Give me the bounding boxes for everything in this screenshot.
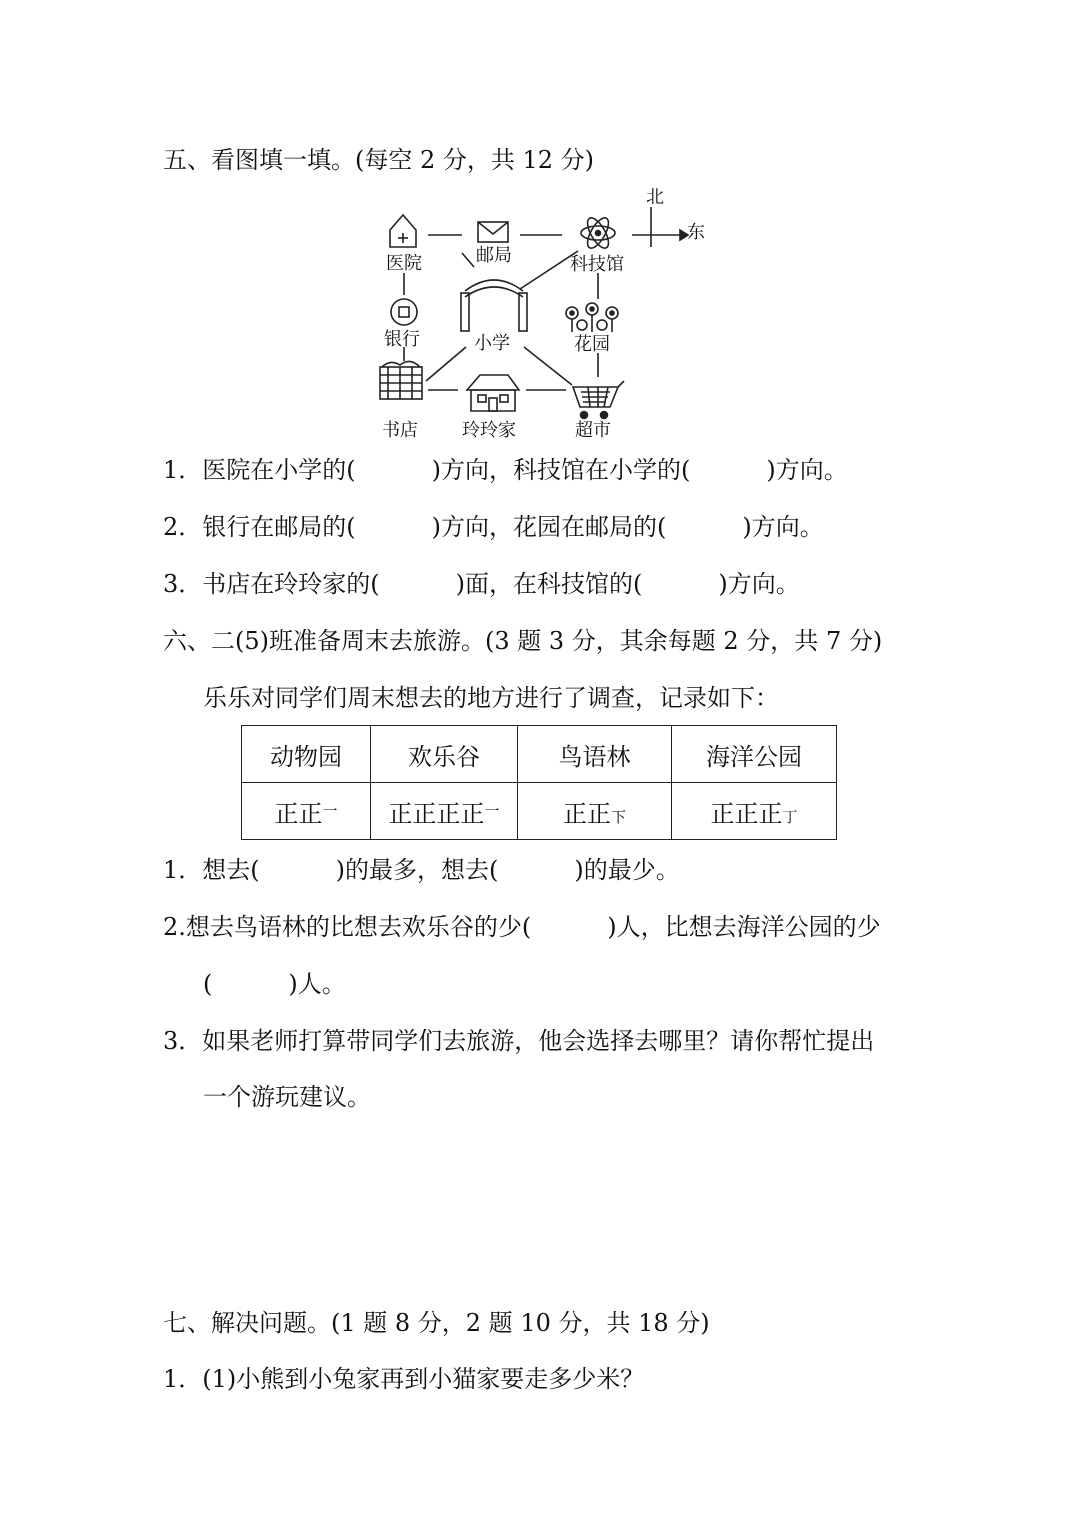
table-header-cell: 海洋公园 — [672, 726, 837, 783]
envelope-icon — [478, 222, 508, 242]
direction-map — [370, 185, 715, 445]
tally-marks: 正正正正 — [388, 799, 485, 828]
coin-icon — [391, 299, 417, 325]
flowers-icon — [566, 303, 618, 332]
question-text: )方向。 — [718, 570, 800, 598]
school-gate-icon — [461, 280, 527, 331]
question-text: 书店在玲玲家的( — [202, 570, 380, 598]
question-number: 2． — [163, 513, 203, 541]
atom-icon — [581, 215, 615, 251]
table-header-cell: 动物园 — [242, 726, 371, 783]
tally-partial: 下 — [610, 807, 626, 826]
s5-question-1 — [163, 455, 848, 485]
question-text: 银行在邮局的( — [202, 513, 356, 541]
path-school-bookstore — [426, 347, 466, 381]
s6-question-3-cont: 一个游玩建议。 — [203, 1083, 371, 1111]
tally-cell — [672, 783, 837, 840]
tally-cell — [242, 783, 371, 840]
tally-marks: 正正正 — [710, 799, 783, 828]
compass-east-label: 东 — [687, 222, 705, 243]
question-text: )人，比想去海洋公园的少 — [607, 913, 881, 941]
table-header-cell: 欢乐谷 — [371, 726, 518, 783]
s6-question-2-cont — [203, 969, 346, 999]
s6-question-2 — [163, 912, 881, 942]
s5-question-3 — [163, 569, 800, 599]
question-text: 如果老师打算带同学们去旅游，他会选择去哪里？请你帮忙提出 — [202, 1027, 875, 1055]
s7-question-1: 1．(1)小熊到小兔家再到小猫家要走多少米？ — [163, 1365, 645, 1393]
place-garden: 花园 — [574, 334, 610, 355]
question-text: 医院在小学的( — [202, 456, 356, 484]
question-number: 3． — [163, 1027, 203, 1055]
tally-cell — [518, 783, 672, 840]
section7-heading: 七、解决问题。(1 题 8 分，2 题 10 分，共 18 分) — [163, 1309, 710, 1337]
tally-cell — [371, 783, 518, 840]
hospital-icon — [390, 215, 416, 247]
house-icon — [467, 375, 519, 411]
place-bookstore: 书店 — [382, 420, 418, 441]
s6-question-1 — [163, 855, 680, 885]
place-linglings-home: 玲玲家 — [462, 420, 516, 441]
tally-marks: 正正 — [274, 799, 323, 828]
place-school: 小学 — [474, 333, 510, 354]
question-text: )的最少。 — [574, 856, 680, 884]
tally-partial: 一 — [484, 801, 500, 820]
bookstore-icon — [380, 361, 422, 399]
question-text: )人。 — [288, 970, 346, 998]
path-school-supermarket — [524, 347, 572, 385]
question-text: )方向。 — [766, 456, 848, 484]
question-text: )面，在科技馆的( — [455, 570, 643, 598]
question-text: )方向，科技馆在小学的( — [431, 456, 691, 484]
section6-intro: 乐乐对同学们周末想去的地方进行了调查，记录如下： — [203, 684, 779, 712]
section5-heading: 五、看图填一填。(每空 2 分，共 12 分) — [163, 146, 595, 174]
question-text: )的最多，想去( — [335, 856, 499, 884]
question-number: 3． — [163, 570, 203, 598]
question-text: )方向，花园在邮局的( — [431, 513, 667, 541]
tally-partial: 丁 — [782, 807, 798, 826]
s5-question-2 — [163, 512, 824, 542]
s6-question-3 — [163, 1026, 874, 1056]
question-text: ( — [203, 970, 213, 998]
cart-icon — [573, 381, 624, 419]
question-text: 想去鸟语林的比想去欢乐谷的少( — [185, 913, 532, 941]
compass-north-label: 北 — [646, 187, 664, 208]
table-header-row — [242, 726, 837, 783]
path-post-school — [462, 253, 474, 267]
question-number: 1． — [163, 856, 203, 884]
section6-heading: 六、二(5)班准备周末去旅游。(3 题 3 分，其余每题 2 分，共 7 分) — [163, 627, 883, 655]
question-text: )方向。 — [742, 513, 824, 541]
survey-table — [241, 725, 837, 840]
place-bank: 银行 — [384, 329, 420, 350]
table-tally-row — [242, 783, 837, 840]
place-supermarket: 超市 — [575, 420, 611, 441]
tally-marks: 正正 — [562, 799, 611, 828]
place-hospital: 医院 — [386, 253, 422, 274]
place-science-museum: 科技馆 — [570, 254, 624, 275]
map-drawing — [370, 185, 715, 445]
question-number: 2. — [163, 913, 186, 941]
question-number: 1． — [163, 456, 203, 484]
question-text: 想去( — [202, 856, 260, 884]
tally-partial: 一 — [322, 801, 338, 820]
table-header-cell: 鸟语林 — [518, 726, 672, 783]
place-post-office: 邮局 — [476, 245, 512, 266]
